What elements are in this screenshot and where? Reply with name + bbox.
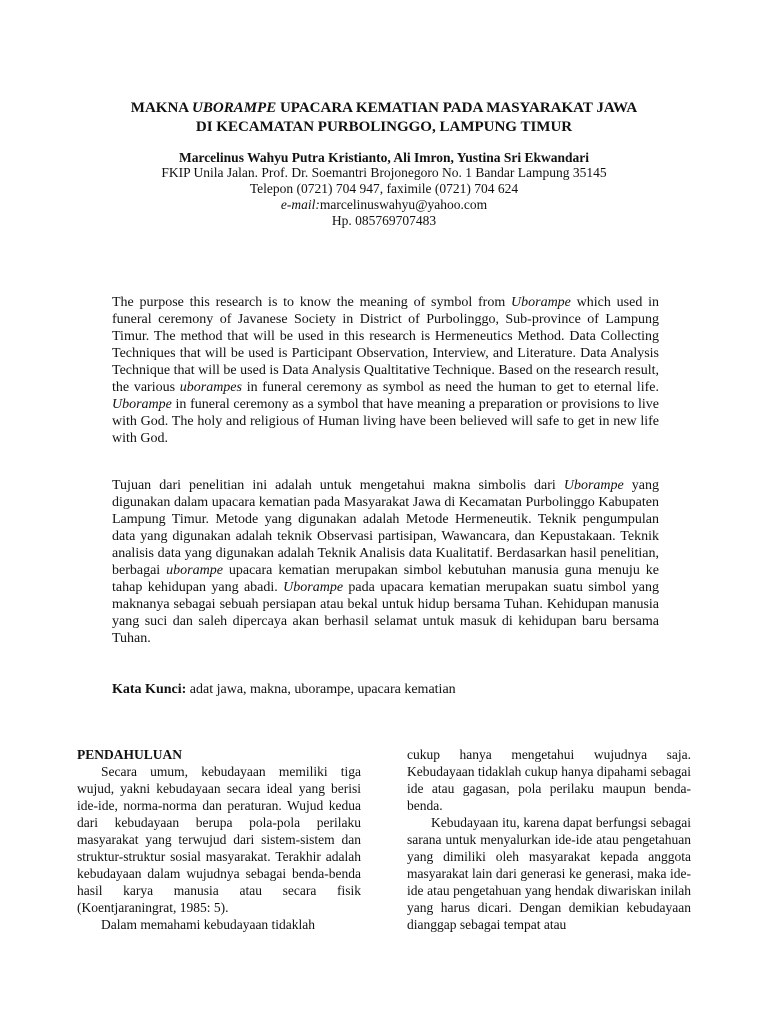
body-column-right — [407, 746, 691, 933]
section-heading: PENDAHULUAN — [77, 747, 183, 762]
author-list: Marcelinus Wahyu Putra Kristianto, Ali Imron, Yustina Sri Ekwandari — [178, 150, 590, 165]
keywords — [112, 681, 659, 698]
body-paragraph: Dalam memahami kebudayaan tidaklah — [101, 917, 316, 932]
title-italic-term: UBORAMPE — [192, 100, 277, 116]
abstract-english-text: The purpose this research is to know the meaning of symbol from Uborampe which used in funeral ceremony of Javanese Society in District of Purbolinggo, Sub-province of Lampung Timur. The method that will be used in this research is Hermeneutics Method. Data Collecting Techniques that will be used is Participant Observation, Interview, and Literature. Data Analysis Technique that will be used is Data Analysis Qualtitative Technique. Based on the research result, the various uborampes in funeral ceremony as symbol as need the human to get to eternal life. Uborampe in funeral ceremony as a symbol that have meaning a preparation or provisions to live with God. The holy and religious of Human living have been believed will safe to get in new life with God. — [112, 295, 660, 446]
paper-title — [0, 99, 768, 137]
keywords-label: Kata Kunci: — [112, 682, 187, 697]
body-paragraph: Secara umum, kebudayaan memiliki tiga wujud, yakni kebudayaan secara ideal yang berisi ide-ide, norma-norma dan peraturan. Wujud kedua dari kebudayaan berupa pola-pola perilaku masyarakat yang terwujud dari sistem-sistem dan struktur-struktur sosial masyarakat. Terakhir adalah kebudayaan dalam wujudnya sebagai benda-benda hasil karya manusia atau secara fisik (Koentjaraningrat, 1985: 5). — [77, 764, 361, 915]
body-column-left — [77, 746, 361, 933]
affiliation-hp: Hp. 085769707483 — [331, 213, 437, 228]
affiliation-phone: Telepon (0721) 704 947, faximile (0721) 704 624 — [249, 181, 519, 196]
keywords-text: adat jawa, makna, uborampe, upacara kematian — [186, 682, 456, 697]
email-address: marcelinuswahyu@yahoo.com — [319, 197, 488, 212]
affiliation-block — [0, 165, 768, 229]
abstract-english — [112, 294, 659, 447]
abstract-indonesian-text: Tujuan dari penelitian ini adalah untuk mengetahui makna simbolis dari Uborampe yang digunakan dalam upacara kematian pada Masyarakat Jawa di Kecamatan Purbolinggo Kabupaten Lampung Timur. Metode yang digunakan adalah Metode Hermeneutik. Teknik pengumpulan data yang digunakan adalah teknik Observasi partisipan, Wawancara, dan Kepustakaan. Teknik analisis data yang digunakan adalah Teknik Analisis data Kualitatif. Berdasarkan hasil penelitian, berbagai uborampe upacara kematian merupakan simbol kebutuhan manusia guna menuju ke tahap kehidupan yang abadi. Uborampe pada upacara kematian merupakan suatu simbol yang maknanya sebagai sebuah persiapan atau bekal untuk hidup bersama Tuhan. Kehidupan manusia yang suci dan saleh dipercaya akan berhasil selamat untuk masuk di kehidupan baru bersama Tuhan. — [112, 478, 659, 646]
title-line-1: MAKNA UBORAMPE UPACARA KEMATIAN PADA MASYARAKAT JAWA — [130, 100, 638, 116]
body-paragraph: Kebudayaan itu, karena dapat berfungsi sebagai sarana untuk menyalurkan ide-ide atau pengetahuan yang dimiliki oleh masyarakat kepada anggota masyarakat lain dari generasi ke generasi, maka ide-ide atau pengetahuan yang hendak diwariskan inilah yang harus dicari. Dengan demikian kebudayaan dianggap sebagai tempat atau — [407, 815, 691, 932]
affiliation-address: FKIP Unila Jalan. Prof. Dr. Soemantri Brojonegoro No. 1 Bandar Lampung 35145 — [161, 165, 607, 180]
abstract-indonesian — [112, 477, 659, 647]
affiliation-email — [0, 197, 768, 213]
title-line-2: DI KECAMATAN PURBOLINGGO, LAMPUNG TIMUR — [195, 119, 573, 135]
email-label: e-mail: — [280, 197, 320, 212]
body-paragraph: cukup hanya mengetahui wujudnya saja. Kebudayaan tidaklah cukup hanya dipahami sebagai ide atau gagasan, pola perilaku maupun benda-benda. — [407, 747, 691, 813]
